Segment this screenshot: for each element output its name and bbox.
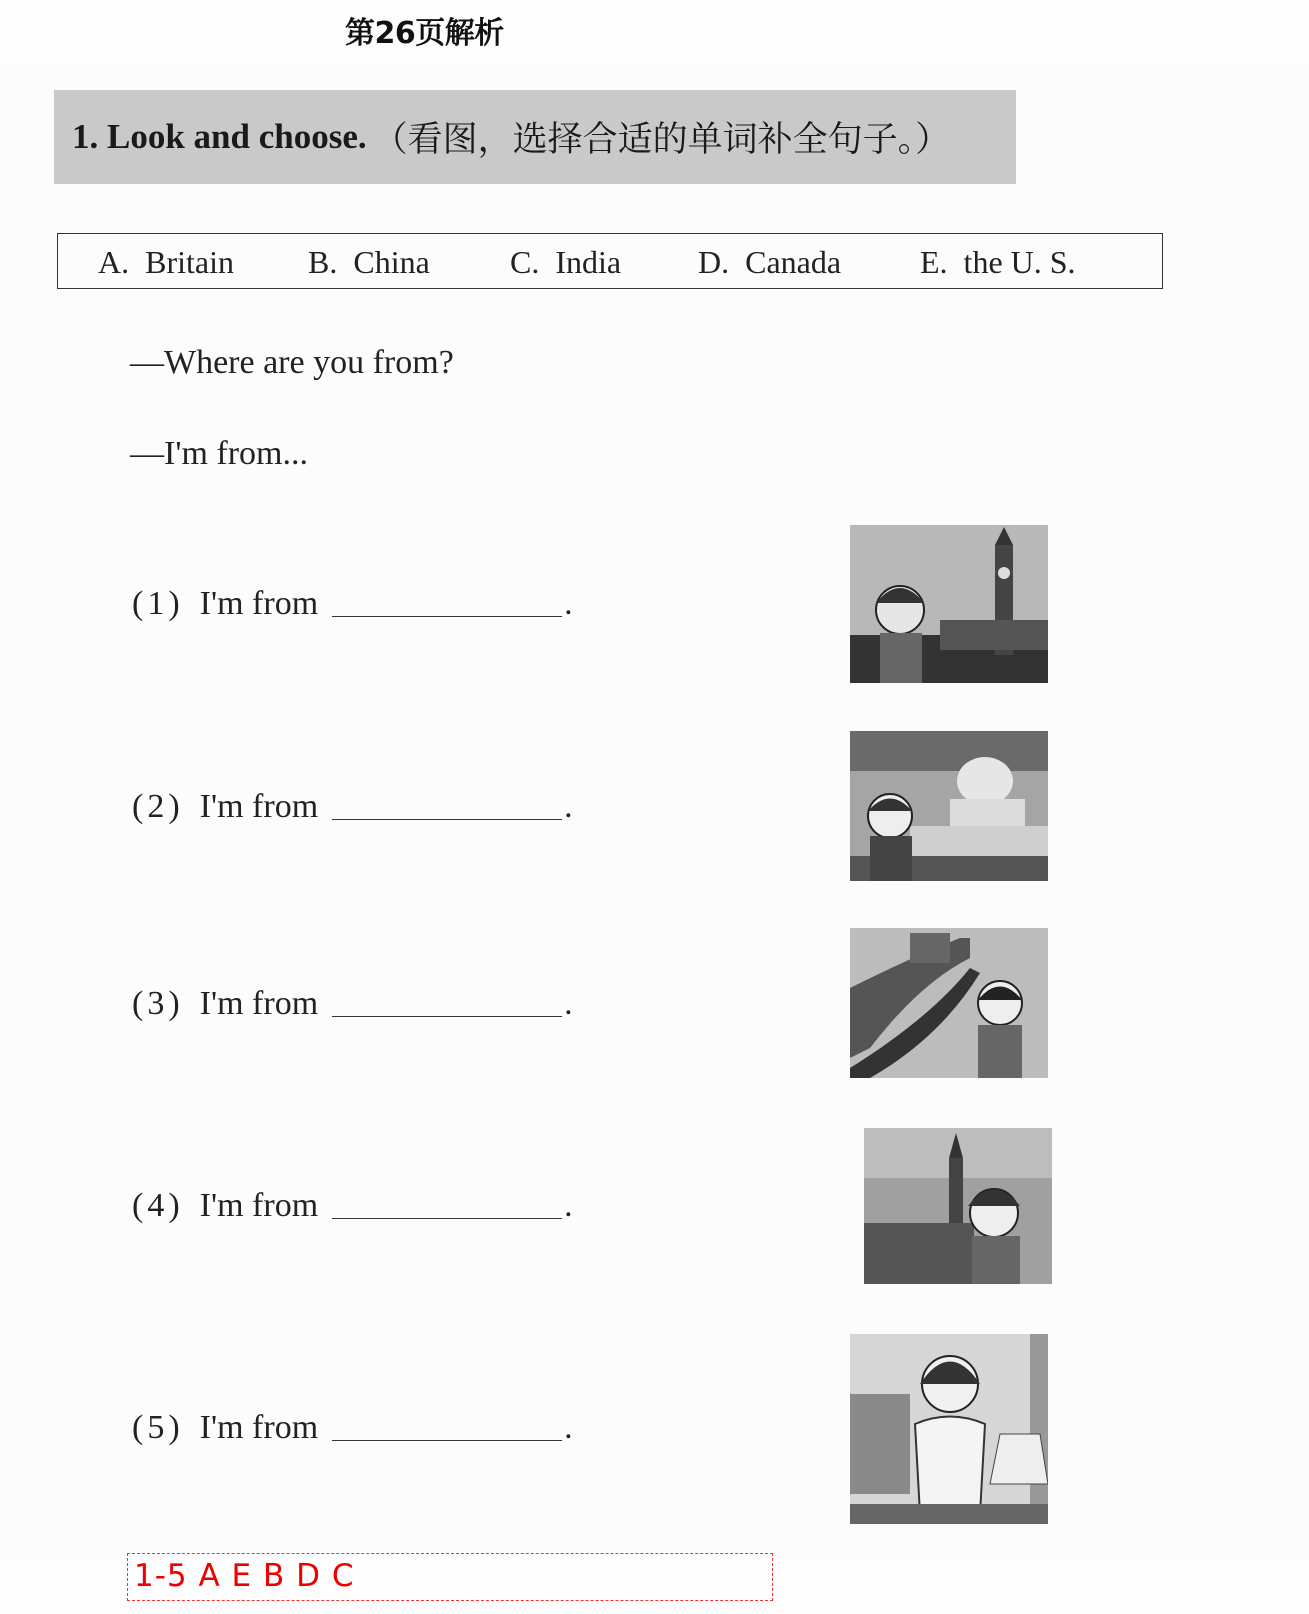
- question-5: (5) I'm from .: [132, 1409, 573, 1446]
- question-2: (2) I'm from .: [132, 788, 573, 825]
- indian-girl-picture: [850, 1334, 1048, 1524]
- dialogue-question: —Where are you from?: [130, 344, 454, 381]
- answer-key: 1-5 A E B D C: [127, 1553, 773, 1601]
- answer-blank-5[interactable]: [332, 1412, 562, 1441]
- option-e: E. the U. S.: [920, 244, 1076, 280]
- option-b: B. China: [308, 244, 430, 280]
- option-d: D. Canada: [698, 244, 842, 280]
- answer-blank-2[interactable]: [332, 791, 562, 820]
- answer-blank-3[interactable]: [332, 988, 562, 1017]
- great-wall-girl-picture: [850, 928, 1048, 1078]
- capitol-girl-picture: [850, 731, 1048, 881]
- option-c: C. India: [510, 244, 622, 280]
- answer-blank-1[interactable]: [332, 588, 562, 617]
- section-title: 1. Look and choose.: [72, 117, 367, 156]
- answer-blank-4[interactable]: [332, 1190, 562, 1219]
- section-instruction: （看图，选择合适的单词补全句子。）: [372, 120, 951, 159]
- section-header: [54, 90, 1016, 184]
- question-1: (1) I'm from .: [132, 585, 573, 622]
- question-3: (3) I'm from .: [132, 985, 573, 1022]
- word-options-box: [57, 233, 1163, 289]
- parliament-boy-picture: [864, 1128, 1052, 1284]
- big-ben-boy-picture: [850, 525, 1048, 683]
- page-title: 第26页解析: [345, 16, 504, 51]
- dialogue-answer: —I'm from...: [130, 435, 308, 472]
- option-a: A. Britain: [98, 244, 234, 280]
- question-4: (4) I'm from .: [132, 1187, 573, 1224]
